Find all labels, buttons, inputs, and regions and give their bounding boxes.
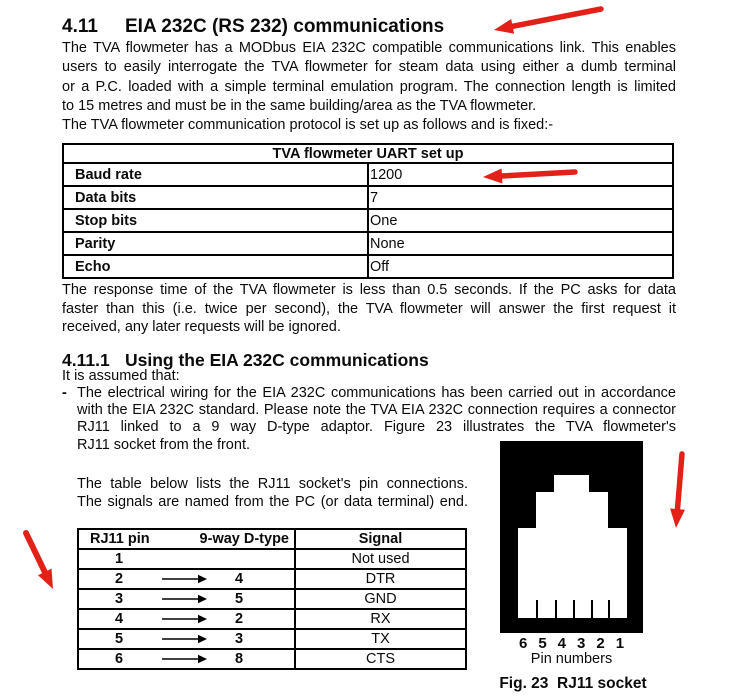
- pin-separator: [555, 600, 557, 618]
- maps-to-arrow-icon: [161, 654, 207, 664]
- pin-table-header-merged: [78, 529, 295, 549]
- dtype-header: 9-way D-type: [199, 531, 289, 547]
- maps-to-arrow-icon: [161, 594, 207, 604]
- signal-value: RX: [295, 609, 466, 629]
- uart-table-title: TVA flowmeter UART set up: [63, 144, 673, 163]
- uart-row-label: Echo: [63, 255, 368, 278]
- body-line: to 15 metres and must be in the same building/area as the TVA flowmeter.: [62, 97, 537, 114]
- figure-caption: Fig. 23 RJ11 socket: [499, 675, 647, 692]
- dtype-pin: 5: [234, 591, 244, 607]
- pin-digit: 1: [615, 635, 625, 652]
- pin-digit: 5: [538, 635, 547, 652]
- uart-row-value: Off: [368, 255, 673, 278]
- pin-separator: [591, 600, 593, 618]
- pin-number-digits: [500, 636, 643, 652]
- rj11-pin: 3: [114, 591, 124, 607]
- maps-to-arrow-icon: [161, 574, 207, 584]
- red-arrow-pin-table: [26, 533, 53, 589]
- assumption-intro: [62, 368, 676, 385]
- uart-row-value: One: [368, 209, 673, 232]
- red-arrow-socket: [670, 454, 685, 528]
- uart-row-label: Baud rate: [63, 163, 368, 186]
- table-row: [78, 629, 466, 649]
- section-title: EIA 232C (RS 232) communications: [125, 16, 445, 37]
- table-row: [78, 549, 466, 569]
- pin-numbers-label: Pin numbers: [530, 651, 613, 667]
- response-paragraph: [62, 281, 676, 337]
- dtype-pin: 3: [234, 631, 244, 647]
- table-row: [78, 569, 466, 589]
- rj11-pin: 5: [114, 631, 124, 647]
- body-line: RJ11 linked to a 9 way D-type adaptor. Figure 23 illustrates the TVA flowmeter's: [77, 419, 676, 436]
- uart-row-label: Data bits: [63, 186, 368, 209]
- rj11-socket-figure: [500, 441, 643, 633]
- table-header-row: [63, 144, 673, 163]
- dtype-pin: 2: [234, 611, 244, 627]
- signal-value: DTR: [295, 569, 466, 589]
- rj11-pin: 6: [114, 651, 124, 667]
- signal-value: CTS: [295, 649, 466, 669]
- body-line: The table below lists the RJ11 socket's pin connections.: [77, 476, 468, 492]
- body-line: RJ11 socket from the front.: [77, 436, 250, 453]
- uart-row-label: Stop bits: [63, 209, 368, 232]
- subsection-title: Using the EIA 232C communications: [125, 350, 429, 370]
- dtype-pin: 4: [234, 571, 244, 587]
- body-line: It is assumed that:: [62, 368, 180, 384]
- table-row: [63, 163, 673, 186]
- dtype-pin: 8: [234, 651, 244, 667]
- uart-row-label: Parity: [63, 232, 368, 255]
- rj11-pin-header: RJ11 pin: [90, 531, 150, 547]
- table-row: [63, 255, 673, 278]
- uart-row-value: 1200: [368, 163, 673, 186]
- body-line: faster than this (i.e. twice per second), the TVA flowmeter will answer the first request it: [62, 300, 676, 317]
- uart-row-value: None: [368, 232, 673, 255]
- table-row: [78, 589, 466, 609]
- body-line: users to easily interrogate the TVA flowmeter for steam data using either a dumb terminal: [62, 59, 676, 76]
- body-line: The electrical wiring for the EIA 232C communications has been carried out in accordance: [77, 385, 676, 401]
- uart-setup-table: [62, 143, 674, 279]
- table-row: [63, 209, 673, 232]
- body-line: with the EIA 232C standard. Please note the TVA EIA 232C connection requires a connector: [77, 402, 676, 419]
- socket-opening-tab: [554, 475, 589, 492]
- body-line: The TVA flowmeter communication protocol is set up as follows and is fixed:-: [62, 117, 554, 134]
- pin-separator: [573, 600, 575, 618]
- pin-digit: 4: [557, 635, 566, 652]
- body-line: The response time of the TVA flowmeter is less than 0.5 seconds. If the PC asks for data: [62, 282, 676, 298]
- table-row: [63, 186, 673, 209]
- rj11-pin: 1: [114, 551, 124, 567]
- pin-digit: 3: [577, 635, 586, 652]
- signal-value: TX: [295, 629, 466, 649]
- signal-value: GND: [295, 589, 466, 609]
- body-line: or a P.C. loaded with a simple terminal emulation program. The connection length is limited: [62, 78, 676, 95]
- body-line: received, any later requests will be ignored.: [62, 319, 341, 336]
- table-note-paragraph: [77, 475, 468, 511]
- section-heading: [62, 16, 444, 38]
- body-line: The TVA flowmeter has a MODbus EIA 232C compatible communications link. This enables: [62, 40, 676, 56]
- maps-to-arrow-icon: [161, 634, 207, 644]
- uart-row-value: 7: [368, 186, 673, 209]
- table-row: [78, 609, 466, 629]
- pin-separator: [608, 600, 610, 618]
- pin-digit: 2: [596, 635, 605, 652]
- table-row: [63, 232, 673, 255]
- pin-connections-table: [77, 528, 467, 670]
- pin-separator: [536, 600, 538, 618]
- maps-to-arrow-icon: [161, 614, 207, 624]
- rj11-pin: 2: [114, 571, 124, 587]
- subsection-number: 4.11.1: [62, 350, 110, 370]
- section-number: 4.11: [62, 16, 98, 37]
- intro-paragraph: [62, 39, 676, 135]
- bullet-dash: -: [62, 385, 67, 401]
- signal-header: Signal: [295, 529, 466, 549]
- subsection-heading: [62, 350, 429, 370]
- signal-value: Not used: [295, 549, 466, 569]
- rj11-pin: 4: [114, 611, 124, 627]
- table-header-row: [78, 529, 466, 549]
- pin-digit: 6: [518, 635, 528, 652]
- table-row: [78, 649, 466, 669]
- body-line: The signals are named from the PC (or data terminal) end.: [77, 494, 468, 511]
- red-arrow-heading: [494, 9, 601, 34]
- socket-opening-step: [536, 492, 608, 528]
